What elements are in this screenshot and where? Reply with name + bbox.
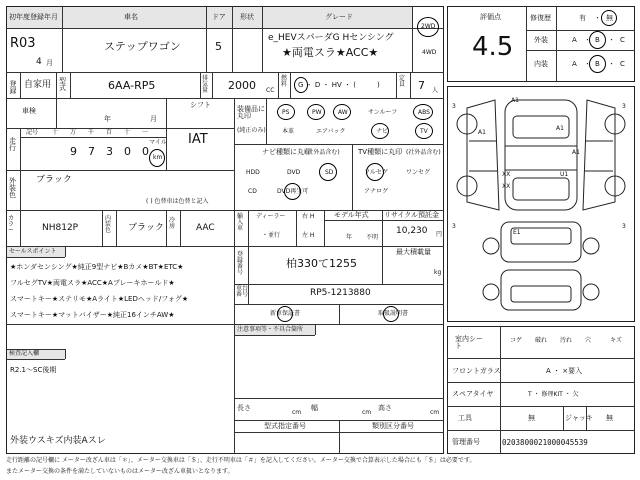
- interior-dot1: ・: [584, 60, 591, 68]
- mileage-digit-3: 0: [124, 145, 131, 158]
- exterior-b-circle: [589, 31, 606, 49]
- jack-label: ジャッキ: [565, 414, 593, 422]
- interior-label: 内装: [534, 60, 548, 68]
- manual-circle: [383, 306, 399, 322]
- inspection-year-unit: 年: [104, 115, 111, 123]
- doors-label: ドア: [212, 13, 226, 21]
- capacity-label: 定員: [399, 75, 406, 88]
- tv-analog: アナログ: [364, 188, 389, 195]
- mileage-unit-4: 十: [124, 129, 131, 136]
- grade-line1: e_HEVスパーダG Hセンシング: [268, 33, 394, 43]
- tv-sub: (社外品含む): [406, 149, 441, 156]
- grade-label: グレード: [325, 13, 353, 21]
- max-load-label: 最大積載量: [396, 248, 431, 256]
- color-value: ブラック: [36, 175, 72, 185]
- import-parallel: ・並行: [262, 232, 281, 239]
- drive-2wd-circle: [417, 17, 439, 37]
- equipment-row1-1-circle: [307, 104, 325, 120]
- exterior-label: 外装: [534, 36, 548, 44]
- grade-line2: ★両電スラ★ACC★: [282, 46, 379, 59]
- sales-points-label: セールスポイント: [9, 248, 57, 255]
- exterior-dot1: ・: [584, 36, 591, 44]
- score-value: 4.5: [472, 32, 514, 62]
- mileage-unit-km: km: [153, 154, 163, 161]
- mileage-label: 走行: [9, 137, 16, 152]
- km-circle: [149, 149, 165, 167]
- exterior-b: B: [595, 36, 600, 44]
- cc-value: 2000: [228, 79, 256, 92]
- interior-c: C: [620, 60, 625, 68]
- nav-sd-circle: [319, 163, 337, 181]
- model-designation-label: 型式指定番号: [264, 422, 306, 430]
- windshield-value: A ・ ×要入: [546, 367, 583, 375]
- sales-line-1: ★ホンダセンシング★純正9型ナビ★Bカメ★BT★ETC★: [10, 263, 184, 271]
- exterior-c: C: [620, 36, 625, 44]
- fuel-g-circle: [294, 77, 308, 93]
- diag-label-a1-top: A1: [511, 97, 519, 104]
- repair-no: 無: [606, 14, 613, 22]
- interior-sheet-label: 室内シート: [455, 335, 483, 350]
- capacity-unit: 人: [432, 87, 439, 94]
- mgmt-value: 0203800021000045539: [502, 438, 588, 447]
- equipment-row1-3: サンルーフ: [368, 109, 398, 116]
- dim-width-label: 幅: [311, 404, 318, 412]
- diag-label-xx-2: XX: [502, 183, 511, 190]
- recycle-unit: 円: [436, 231, 443, 238]
- equipment-row2-0: 本革: [282, 128, 295, 135]
- diag-bracket-tl: 3: [452, 103, 456, 110]
- interior-sheet-item-3: 穴: [585, 337, 592, 344]
- diag-label-xx-1: XX: [502, 171, 511, 178]
- type-value: 6AA-RP5: [108, 79, 156, 92]
- color-label: 外装色: [9, 177, 16, 199]
- month-unit: 月: [46, 59, 53, 67]
- equipment-row1-4-circle: [413, 104, 433, 120]
- chassis-label: 車台番号: [236, 285, 249, 298]
- mileage-kigo: 記号: [26, 129, 39, 136]
- first-reg-label: 初年度登録年月: [9, 13, 58, 21]
- equipment-row1-2-circle: [333, 104, 351, 120]
- ac-label: 冷房: [169, 217, 176, 230]
- dim-width-unit: cm: [362, 409, 372, 416]
- diag-label-e1: E1: [513, 229, 521, 236]
- doors-value: 5: [215, 40, 222, 53]
- registration-use: 自家用: [24, 80, 52, 90]
- chassis-value: RP5-1213880: [310, 288, 371, 298]
- equipment-row1-0: PS: [282, 109, 290, 116]
- spare-tire-value: T ・ 修理KIT ・ 欠: [528, 391, 579, 398]
- repair-label: 修復歴: [530, 14, 551, 22]
- windshield-label: フロントガラス: [452, 367, 501, 375]
- mileage-unit-0: 十: [52, 129, 59, 136]
- score-label: 評価点: [480, 13, 501, 21]
- mileage-digit-2: 3: [106, 145, 113, 158]
- interior-color-value: ブラック: [128, 223, 164, 233]
- model-year-label: モデル年式: [334, 211, 369, 219]
- exterior-a: A: [572, 36, 577, 44]
- mileage-digit-0: 9: [70, 145, 77, 158]
- dim-height-label: 高さ: [378, 404, 392, 412]
- mileage-digit-1: 7: [88, 145, 95, 158]
- registration-label: 登録: [9, 80, 17, 94]
- tv-fullseg-circle: [366, 163, 384, 181]
- nav-cd: CD: [248, 188, 257, 195]
- repair-yes: 有: [579, 14, 586, 22]
- repair-dot: ・: [594, 14, 601, 22]
- plate-value: 柏330て1255: [286, 257, 357, 270]
- equipment-row2-2: ナビ: [376, 128, 389, 135]
- mileage-unit-1: 万: [70, 129, 77, 136]
- equipment-row1-4: ABS: [418, 109, 430, 116]
- capacity-value: 7: [418, 79, 425, 92]
- color-note: ( ) 色替車は色替と記入: [146, 198, 209, 205]
- dim-height-unit: cm: [430, 409, 440, 416]
- nav-label: ナビ種類に丸印: [262, 148, 311, 156]
- recycle-label: リサイクル預託金: [384, 211, 440, 219]
- plate-label: 登録番号: [237, 251, 244, 276]
- max-load-unit: kg: [434, 269, 442, 276]
- nav-dvd-play-circle: [284, 183, 301, 200]
- new-car-warranty-circle: [277, 306, 293, 322]
- tools-label: 工具: [458, 414, 472, 422]
- manual: 取扱説明書: [378, 310, 409, 317]
- dim-length-unit: cm: [292, 409, 302, 416]
- nav-dvd: DVD: [287, 169, 301, 176]
- type-label: 型式: [59, 77, 66, 92]
- tv-oneseg: ワンセグ: [406, 169, 431, 176]
- spare-tire-label: スペアタイヤ: [452, 390, 494, 398]
- nav-hdd: HDD: [246, 169, 260, 176]
- car-damage-diagram: [447, 86, 635, 322]
- mileage-unit-2: 千: [88, 129, 95, 136]
- import-left: 左 H: [302, 232, 315, 239]
- nav-dvd-play: DVD再生可: [277, 188, 309, 195]
- tv-fullseg: フルセグ: [364, 169, 388, 176]
- diag-bracket-tr: 3: [622, 103, 626, 110]
- inspection-label: 車検: [22, 107, 36, 115]
- equipment-label: 装備品に丸印: [237, 105, 265, 120]
- interior-sheet-item-2: 汚れ: [560, 337, 573, 344]
- equipment-row2-2-circle: [371, 123, 389, 139]
- mileage-unit-3: 百: [106, 129, 113, 136]
- model-year-unknown: 不明: [366, 234, 379, 241]
- dim-length-label: 長さ: [237, 404, 251, 412]
- import-dealer: ディーラー: [256, 213, 286, 220]
- interior-sheet-item-1: 破れ: [535, 337, 548, 344]
- first-reg-month: 4: [36, 57, 42, 67]
- mileage-unit-5: 一: [142, 129, 149, 136]
- interior-sheet-item-0: コゲ: [510, 337, 523, 344]
- inspector-note: R2.1～SC後期: [10, 366, 57, 374]
- model-year-unit: 年: [346, 234, 353, 241]
- footer-line-2: またメーター交換の条件を満たしていないものはメーター改ざん車扱いとなります。: [6, 468, 234, 475]
- equipment-row1-1: PW: [312, 109, 322, 116]
- inspector-bottom-note: 外装ウスキズ内装Aスレ: [10, 436, 106, 446]
- shift-label: シフト: [190, 101, 211, 109]
- inspection-month-unit: 月: [150, 115, 157, 123]
- color-code-label: カラー: [8, 215, 15, 234]
- drive-2wd: 2WD: [421, 23, 436, 30]
- diag-label-a1-right: A1: [572, 149, 580, 156]
- shift-value: IAT: [188, 132, 208, 147]
- interior-b-circle: [589, 55, 606, 73]
- cc-unit: CC: [266, 87, 275, 94]
- import-right: 右 H: [302, 213, 315, 220]
- nav-sub: (社外品含む): [305, 149, 340, 156]
- interior-sheet-item-4: キズ: [610, 337, 622, 344]
- diag-bracket-bl: 3: [452, 223, 456, 230]
- interior-color-label: 内装色: [105, 215, 112, 234]
- repair-no-circle: [601, 10, 617, 26]
- equipment-row2-3-circle: [415, 123, 433, 139]
- diag-label-u1: U1: [560, 171, 569, 178]
- equipment-sub: (純正のみ): [237, 127, 266, 134]
- cc-label: 排気量: [202, 75, 209, 94]
- equipment-row1-2: AW: [338, 109, 348, 116]
- jack-value: 無: [606, 414, 613, 422]
- first-reg-value: R03: [10, 36, 36, 51]
- shape-label: 形状: [240, 13, 254, 21]
- equipment-row1-0-circle: [277, 104, 295, 120]
- new-car-warranty: 新車保証書: [270, 310, 301, 317]
- category-label: 類別区分番号: [372, 422, 414, 430]
- inspector-label: 検査記入欄: [9, 350, 40, 357]
- diag-bracket-br: 3: [622, 223, 626, 230]
- ac-value: AAC: [196, 223, 215, 233]
- drive-4wd: 4WD: [422, 49, 437, 56]
- mileage-unit-mile: マイル: [149, 139, 167, 146]
- interior-dot2: ・: [608, 60, 615, 68]
- exterior-dot2: ・: [608, 36, 615, 44]
- sales-line-2: フルセグTV★両電スラ★ACC★Aブレーキホールド★: [10, 279, 175, 287]
- sales-line-4: スマートキー★マットバイザー★純正16インチAW★: [10, 311, 175, 319]
- diag-label-a1-left: A1: [478, 129, 486, 136]
- color-code-value: NH812P: [42, 223, 79, 233]
- interior-a: A: [572, 60, 577, 68]
- import-label: 輸入車: [237, 213, 244, 232]
- recycle-value: 10,230: [396, 226, 428, 236]
- mgmt-label: 管理番号: [452, 438, 480, 446]
- notes-label: 注意事項等・不具合箇所: [237, 326, 304, 333]
- fuel-options: G ・ D ・ HV ・ ( ): [298, 81, 380, 89]
- fuel-label: 燃料: [281, 75, 288, 88]
- interior-b: B: [595, 60, 600, 68]
- equipment-row2-3: TV: [420, 128, 428, 135]
- sales-line-3: スマートキー★ステリモ★Aライト★LEDヘッド/フォグ★: [10, 295, 189, 303]
- footer-line-1: 走行距離の記号欄に メーター改ざん車は「＊」、メーター交換車は「＄」、走行不明車は「＃」を記入してください。メーター交換で合算表示した場合にも「＄」は必要です。: [6, 457, 476, 464]
- car-name-label: 車名: [124, 13, 138, 21]
- tv-label: TV種類に丸印: [358, 148, 403, 156]
- car-name: ステップワゴン: [104, 40, 181, 53]
- equipment-row2-1: エアバック: [316, 128, 346, 135]
- tools-value: 無: [528, 414, 535, 422]
- nav-sd: SD: [325, 169, 334, 176]
- mileage-digit-4: 0: [142, 145, 149, 158]
- diag-label-a1-mid: A1: [556, 125, 564, 132]
